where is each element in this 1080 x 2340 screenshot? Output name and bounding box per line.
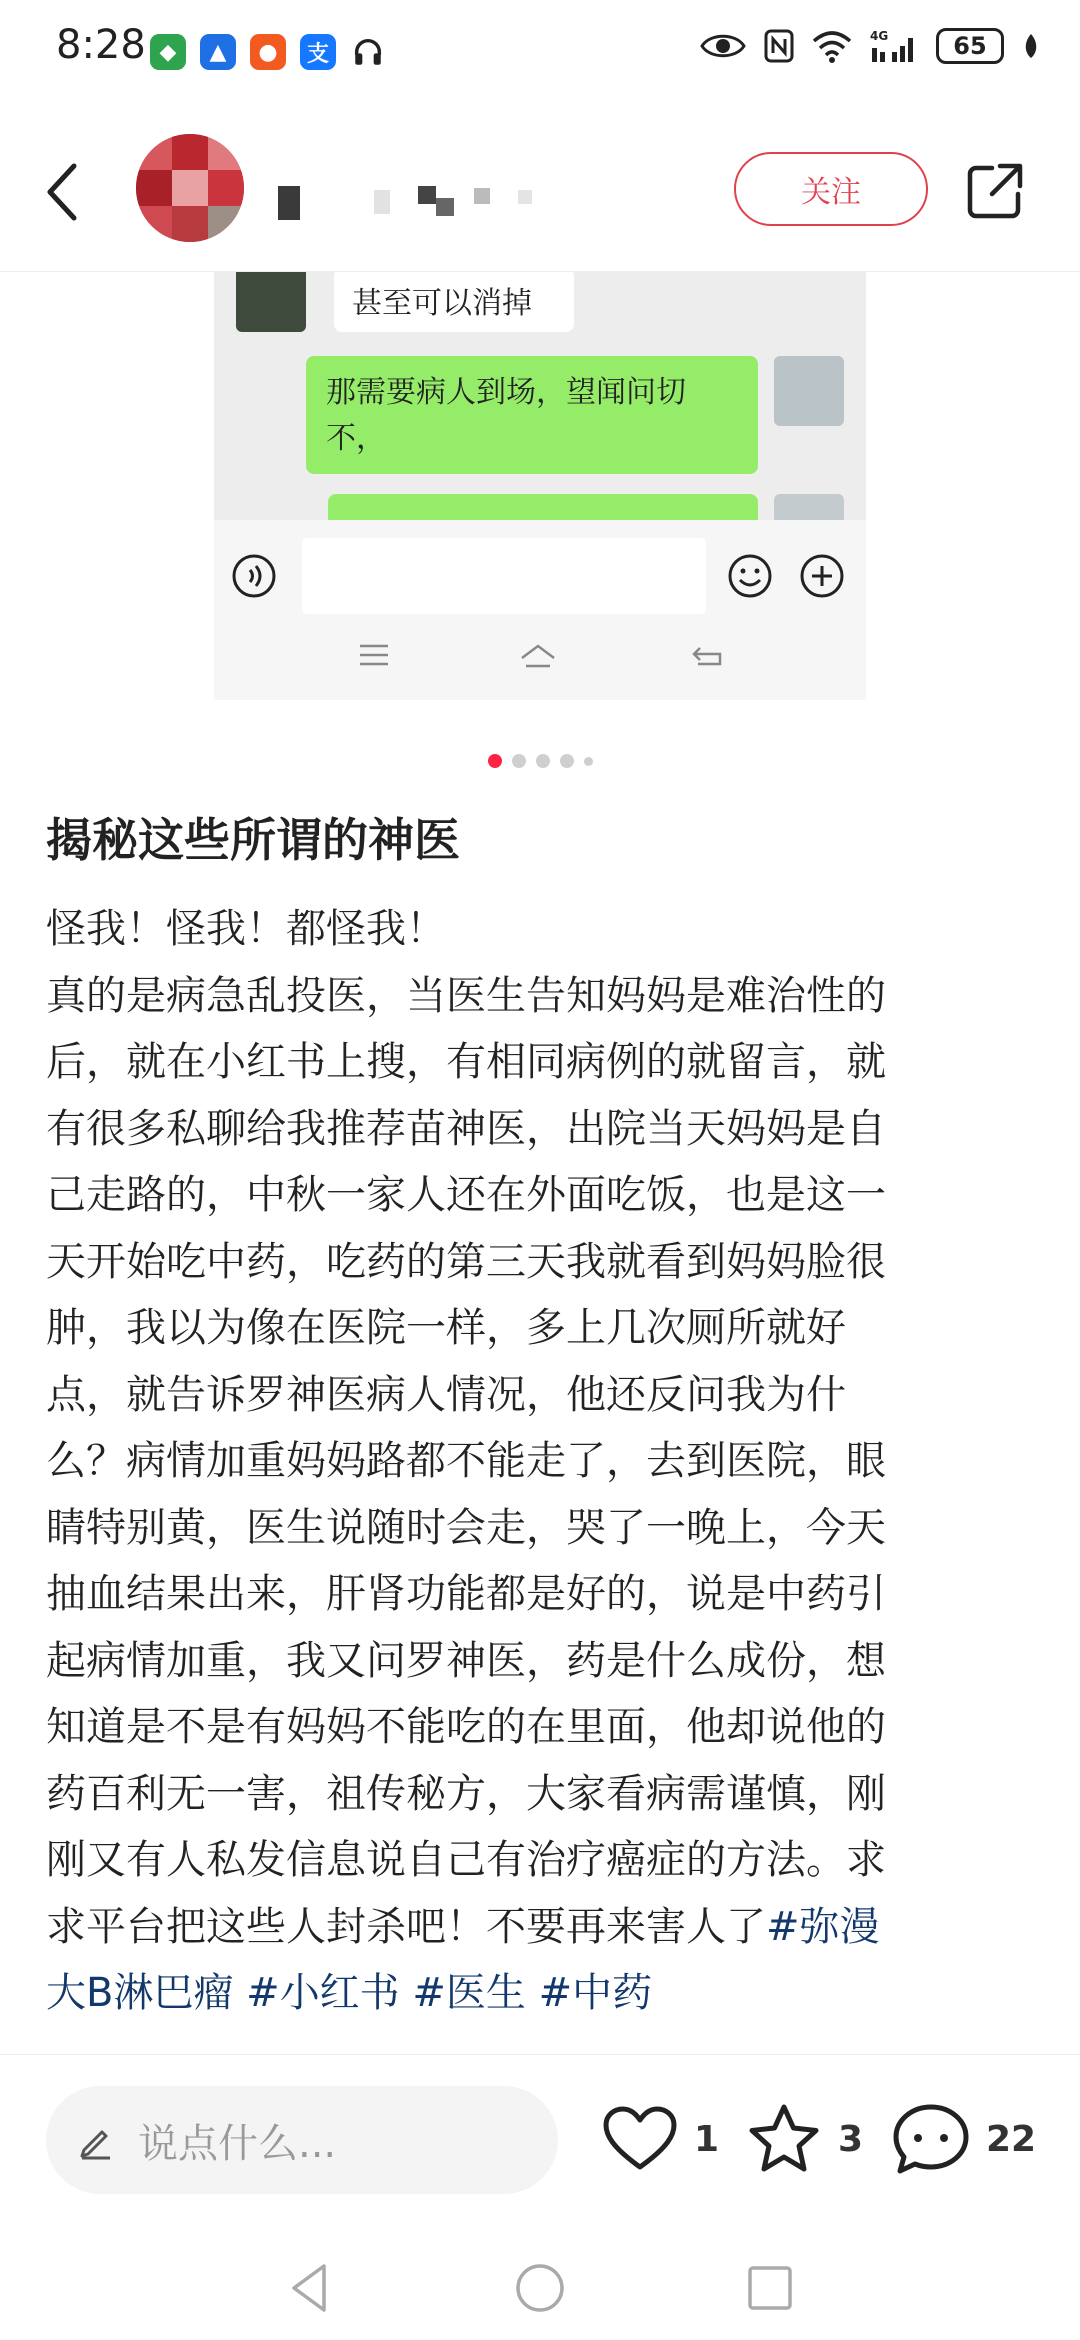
content-line: 怪我！怪我！都怪我！ (46, 906, 446, 952)
carousel-dot (584, 757, 593, 766)
content-line: 么？病情加重妈妈路都不能走了，去到医院，眼 (46, 1438, 886, 1484)
comment-count: 22 (986, 2118, 1037, 2160)
back-icon (690, 640, 730, 670)
chat-input-bar (214, 520, 866, 700)
svg-text:4G: 4G (870, 29, 889, 43)
system-nav-bar (0, 2240, 1080, 2340)
carousel-dot (536, 754, 550, 768)
carousel-dot (512, 754, 526, 768)
hashtag-link[interactable]: #弥漫 (766, 1903, 880, 1950)
hashtag-link[interactable]: #中药 (538, 1970, 653, 2016)
pencil-icon (76, 2120, 116, 2160)
battery-indicator: 65 (936, 28, 1004, 64)
status-right (700, 28, 1040, 64)
content-line: 睛特别黄，医生说随时会走，哭了一晚上，今天 (46, 1504, 886, 1551)
share-icon[interactable] (966, 162, 1024, 220)
chat-bubble-line: 那需要病人到场，望闻问切 (326, 375, 686, 410)
content-line: 抽血结果出来，肝肾功能都是好的，说是中药引 (46, 1571, 886, 1617)
eye-icon (700, 31, 746, 61)
hashtag-link[interactable]: #小红书 (246, 1970, 400, 2016)
notification-icons (150, 34, 386, 70)
content-line: 后，就在小红书上搜，有相同病例的就留言，就 (46, 1039, 886, 1085)
nav-home-icon[interactable] (510, 2258, 570, 2318)
content-line (46, 1894, 1036, 1961)
content-line: 药百利无一害，祖传秘方，大家看病需谨慎，刚 (46, 1770, 886, 1817)
nav-back-icon[interactable] (280, 2258, 340, 2318)
chat-input-field (302, 538, 706, 614)
content-line: 点，就告诉罗神医病人情况，他还反问我为什 (46, 1371, 846, 1418)
signal-icon (870, 28, 918, 64)
app-notification-icon: ● (250, 34, 286, 70)
status-bar (0, 0, 1080, 110)
app-notification-icon: ◆ (150, 34, 186, 70)
voice-icon (230, 552, 278, 600)
collect-count: 3 (838, 2118, 864, 2160)
like-count: 1 (694, 2118, 720, 2160)
wifi-icon (812, 29, 852, 63)
content-line: 肿，我以为像在医院一样，多上几次厕所就好 (46, 1305, 846, 1351)
author-name-pixelated[interactable] (278, 180, 548, 220)
content-line: 己走路的，中秋一家人还在外面吃饭，也是这一 (46, 1172, 886, 1218)
chat-avatar-right (774, 356, 844, 426)
chat-screenshot-image (214, 272, 866, 700)
content-line: 真的是病急乱投医，当医生告知妈妈是难治性的 (46, 972, 886, 1019)
carousel-dot (488, 754, 502, 768)
post-header (0, 110, 1080, 272)
menu-icon (354, 640, 394, 670)
back-arrow-icon[interactable] (40, 160, 84, 224)
chat-bubble-outgoing (306, 356, 758, 474)
chat-avatar-left (236, 272, 306, 332)
post-title: 揭秘这些所谓的神医 (46, 813, 460, 867)
headphones-icon (350, 34, 386, 70)
star-icon (746, 2103, 822, 2175)
app-notification-icon: ▲ (200, 34, 236, 70)
follow-button[interactable]: 关注 (734, 152, 928, 226)
comment-button[interactable] (892, 2104, 1036, 2174)
home-icon (518, 640, 558, 670)
carousel-dot (560, 754, 574, 768)
heart-icon (602, 2105, 678, 2173)
like-button[interactable] (602, 2104, 719, 2174)
status-time: 8:28 (56, 22, 146, 68)
post-content (46, 896, 1036, 2027)
carousel-indicator (0, 754, 1080, 768)
comment-bubble-icon (892, 2103, 970, 2175)
author-avatar[interactable] (136, 134, 244, 242)
content-line: 起病情加重，我又问罗神医，药是什么成份，想 (46, 1637, 886, 1684)
post-image-carousel[interactable] (0, 272, 1080, 712)
comment-placeholder: 说点什么... (138, 2120, 337, 2167)
chat-bubble-incoming: 甚至可以消掉 (334, 272, 574, 332)
collect-button[interactable] (746, 2104, 863, 2174)
hashtag-link[interactable]: #医生 (412, 1970, 526, 2016)
comment-input[interactable] (46, 2086, 558, 2194)
nav-recents-icon[interactable] (740, 2258, 800, 2318)
content-line: 知道是不是有妈妈不能吃的在里面，他却说他的 (46, 1704, 886, 1750)
leaf-icon (1022, 32, 1040, 60)
alipay-icon: 支 (300, 34, 336, 70)
content-line: 有很多私聊给我推荐苗神医，出院当天妈妈是自 (46, 1105, 886, 1152)
nfc-icon (764, 29, 794, 63)
chat-bubble-line: 不， (326, 421, 386, 456)
content-text: 求平台把这些人封杀吧！不要再来害人了 (46, 1903, 766, 1950)
content-line: 天开始吃中药，吃药的第三天我就看到妈妈脸很 (46, 1238, 886, 1285)
content-line: 刚又有人私发信息说自己有治疗癌症的方法。求 (46, 1837, 886, 1883)
emoji-icon (726, 552, 774, 600)
divider (0, 2054, 1080, 2055)
content-line (46, 1960, 1036, 2027)
hashtag-link[interactable]: 大B淋巴瘤 (46, 1970, 234, 2016)
plus-icon (798, 552, 846, 600)
